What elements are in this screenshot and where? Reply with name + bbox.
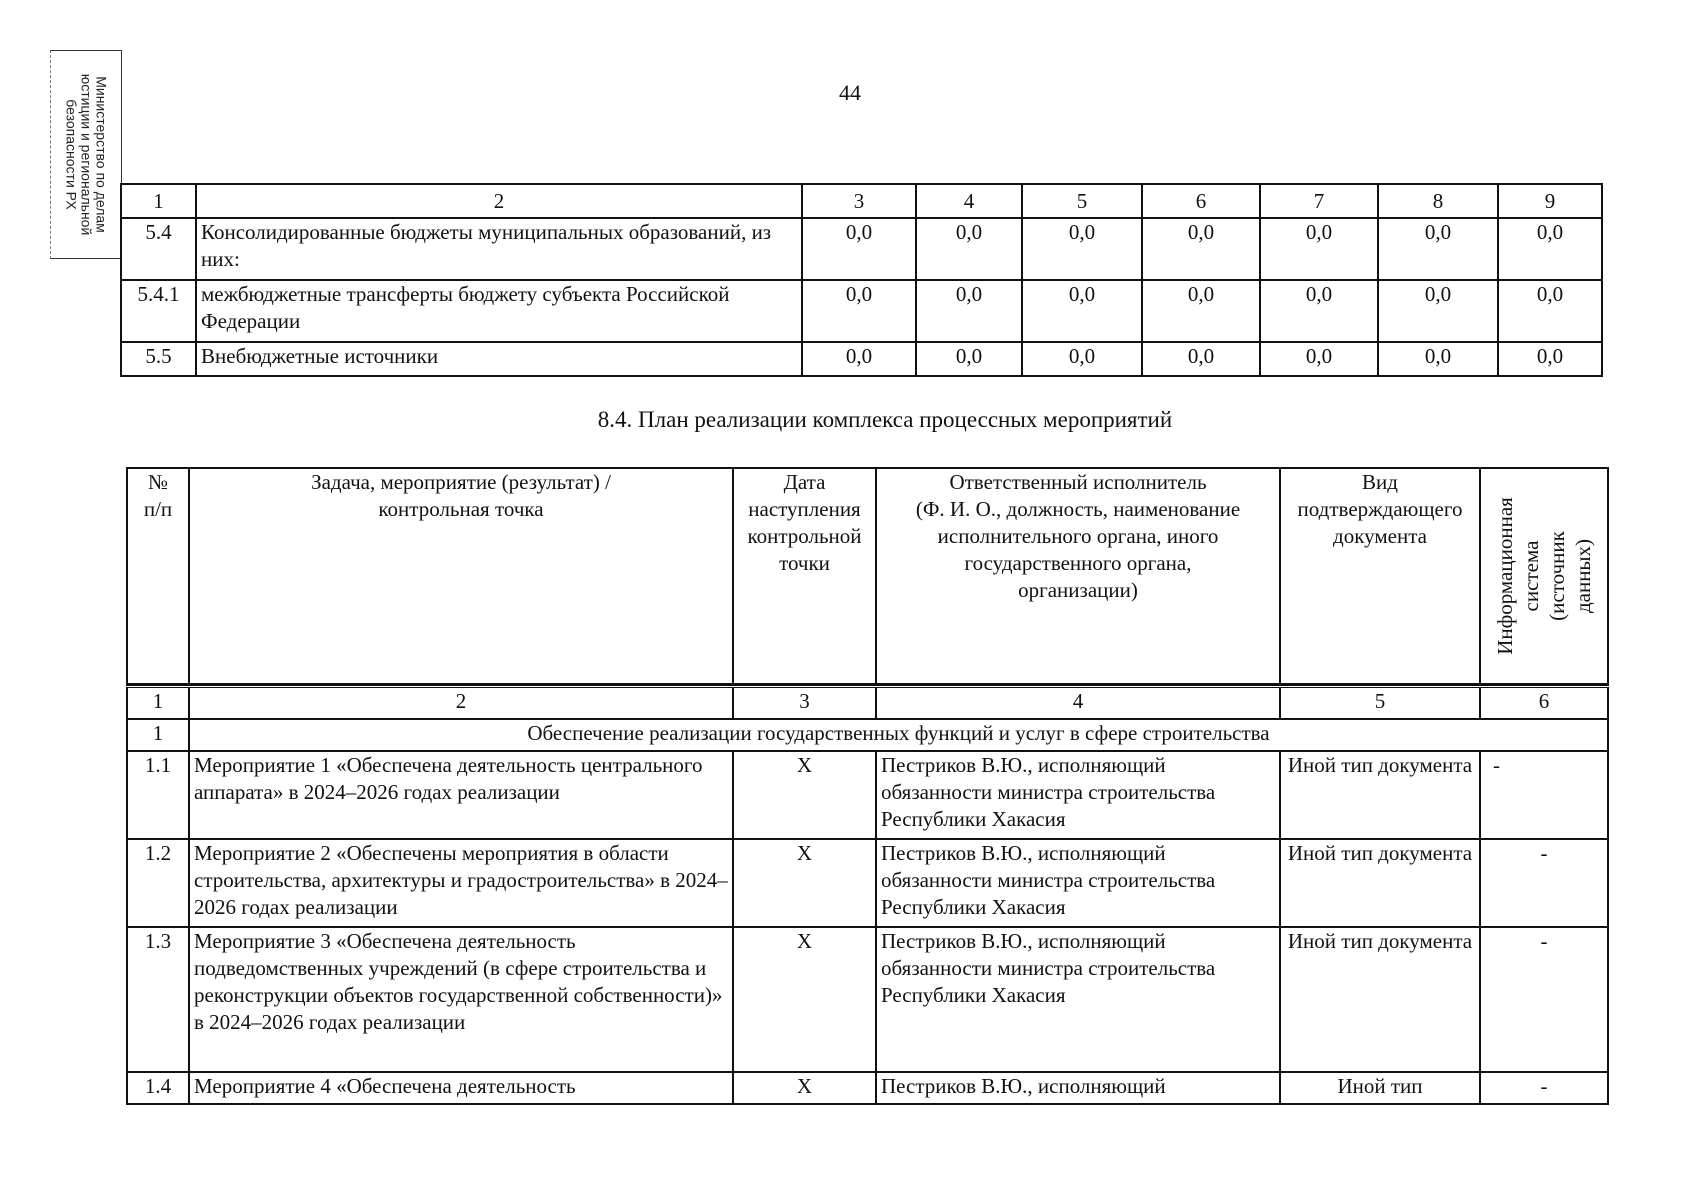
col-number: 6 [1480, 687, 1608, 719]
section-title: 8.4. План реализации комплекса процессных мероприятий [597, 407, 1173, 432]
row-value: 0,0 [1260, 218, 1378, 280]
row-info-system: - [1480, 751, 1608, 839]
row-date: Х [733, 927, 876, 1072]
row-value: 0,0 [802, 342, 916, 376]
row-task: Мероприятие 1 «Обеспечена деятельность центрального аппарата» в 2024–2026 годах реализации [189, 751, 733, 839]
stamp-line: безопасности РХ [63, 99, 80, 210]
row-number: 5.4 [121, 218, 196, 280]
row-info-system: - [1480, 839, 1608, 927]
col-number: 2 [189, 687, 733, 719]
row-value: 0,0 [916, 342, 1022, 376]
row-number: 1.1 [127, 751, 189, 839]
table-row [127, 751, 1608, 839]
row-task: Мероприятие 3 «Обеспечена деятельность подведомственных учреждений (в сфере строительства и реконструкции объектов государственной собственности)» в 2024–2026 годах реализации [189, 927, 733, 1072]
header-info-system: Информационная система (источник данных) [1480, 468, 1608, 684]
row-doc-type: Иной тип [1280, 1072, 1480, 1104]
col-number: 5 [1280, 687, 1480, 719]
group-number: 1 [127, 719, 189, 751]
row-number: 1.3 [127, 927, 189, 1072]
row-info-system: - [1480, 1072, 1608, 1104]
col-number: 9 [1498, 184, 1602, 218]
header-doc-type: Вид подтверждающего документа [1280, 468, 1480, 684]
header-num: № п/п [127, 468, 189, 684]
table-row [121, 280, 1602, 342]
plan-table [126, 467, 1609, 1105]
col-number: 3 [802, 184, 916, 218]
row-date: Х [733, 1072, 876, 1104]
table-row [127, 1072, 1608, 1104]
row-doc-type: Иной тип документа [1280, 751, 1480, 839]
row-value: 0,0 [1142, 280, 1260, 342]
row-name: межбюджетные трансферты бюджету субъекта Российской Федерации [196, 280, 802, 342]
row-name: Консолидированные бюджеты муниципальных образований, из них: [196, 218, 802, 280]
row-number: 1.2 [127, 839, 189, 927]
row-value: 0,0 [1498, 218, 1602, 280]
row-value: 0,0 [1142, 218, 1260, 280]
col-number: 6 [1142, 184, 1260, 218]
header-responsible: Ответственный исполнитель (Ф. И. О., должность, наименование исполнительного органа, иного государственного органа, организации) [876, 468, 1280, 684]
plan-header-row [127, 468, 1608, 684]
row-value: 0,0 [802, 218, 916, 280]
col-number: 8 [1378, 184, 1498, 218]
row-value: 0,0 [802, 280, 916, 342]
col-number-row [127, 687, 1608, 719]
row-doc-type: Иной тип документа [1280, 839, 1480, 927]
row-date: Х [733, 751, 876, 839]
row-task: Мероприятие 4 «Обеспечена деятельность [189, 1072, 733, 1104]
col-number: 4 [916, 184, 1022, 218]
row-doc-type: Иной тип документа [1280, 927, 1480, 1072]
col-number: 1 [127, 687, 189, 719]
row-value: 0,0 [1260, 280, 1378, 342]
col-number: 2 [196, 184, 802, 218]
col-number: 7 [1260, 184, 1378, 218]
row-value: 0,0 [1022, 280, 1142, 342]
financing-table [120, 183, 1603, 377]
row-number: 5.4.1 [121, 280, 196, 342]
row-value: 0,0 [1498, 280, 1602, 342]
row-value: 0,0 [916, 280, 1022, 342]
stamp-line: юстиции и региональной [78, 73, 95, 236]
group-title: Обеспечение реализации государственных функций и услуг в сфере строительства [189, 719, 1608, 751]
stamp-line: Министерство по делам [93, 76, 110, 233]
row-task: Мероприятие 2 «Обеспечены мероприятия в области строительства, архитектуры и градостроительства» в 2024–2026 годах реализации [189, 839, 733, 927]
row-value: 0,0 [1378, 280, 1498, 342]
row-number: 1.4 [127, 1072, 189, 1104]
row-value: 0,0 [1260, 342, 1378, 376]
row-responsible: Пестриков В.Ю., исполняющий обязанности министра строительства Республики Хакасия [876, 839, 1280, 927]
financing-header-row [121, 184, 1602, 218]
row-value: 0,0 [1498, 342, 1602, 376]
page-number: 44 [839, 80, 861, 105]
col-number: 5 [1022, 184, 1142, 218]
col-number: 1 [121, 184, 196, 218]
row-responsible: Пестриков В.Ю., исполняющий обязанности министра строительства Республики Хакасия [876, 927, 1280, 1072]
row-date: Х [733, 839, 876, 927]
row-value: 0,0 [1378, 342, 1498, 376]
row-value: 0,0 [1378, 218, 1498, 280]
row-number: 5.5 [121, 342, 196, 376]
table-row [127, 927, 1608, 1072]
header-task: Задача, мероприятие (результат) / контрольная точка [189, 468, 733, 684]
row-responsible: Пестриков В.Ю., исполняющий обязанности министра строительства Республики Хакасия [876, 751, 1280, 839]
row-value: 0,0 [916, 218, 1022, 280]
row-value: 0,0 [1022, 342, 1142, 376]
row-value: 0,0 [1022, 218, 1142, 280]
row-value: 0,0 [1142, 342, 1260, 376]
registration-stamp [50, 50, 122, 259]
col-number: 3 [733, 687, 876, 719]
table-row [121, 218, 1602, 280]
col-number: 4 [876, 687, 1280, 719]
table-row [121, 342, 1602, 376]
row-responsible: Пестриков В.Ю., исполняющий [876, 1072, 1280, 1104]
row-name: Внебюджетные источники [196, 342, 802, 376]
table-row [127, 839, 1608, 927]
group-row [127, 719, 1608, 751]
header-date: Дата наступления контрольной точки [733, 468, 876, 684]
row-info-system: - [1480, 927, 1608, 1072]
